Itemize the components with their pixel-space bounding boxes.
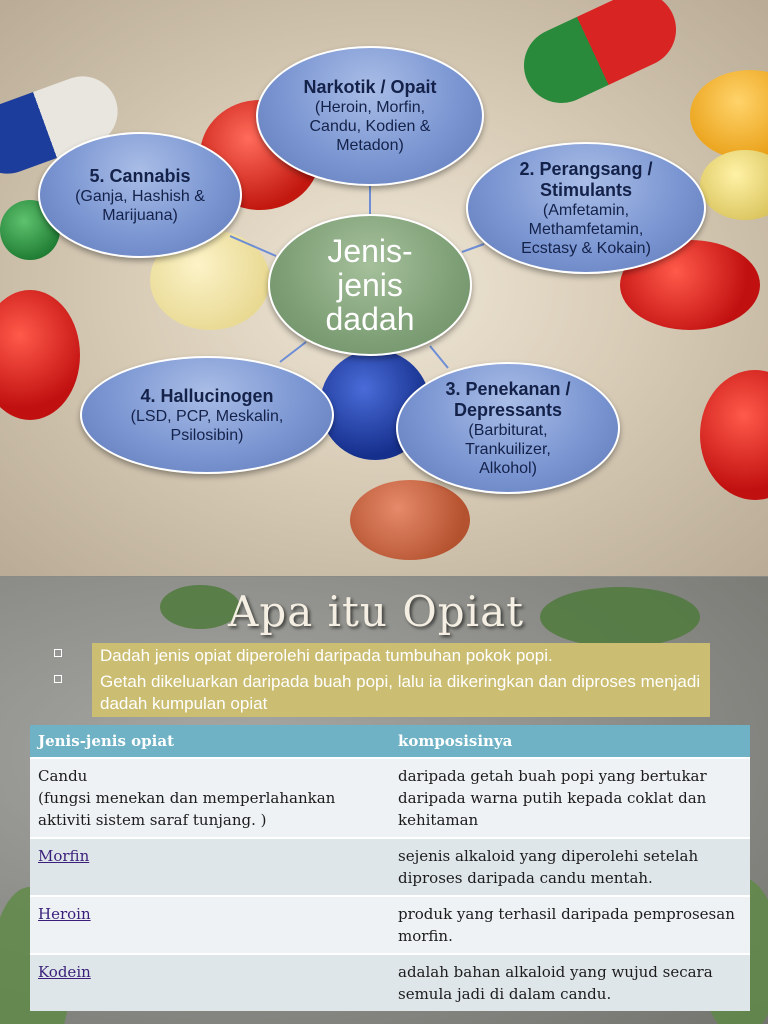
opiat-name: Candu <box>38 767 88 785</box>
category-title: 2. Perangsang / Stimulants <box>519 158 653 200</box>
cell-composition: daripada getah buah popi yang bertukar daripada warna putih kepada coklat dan kehitaman <box>390 758 750 838</box>
slide-opiat <box>0 577 768 1024</box>
category-detail: (LSD, PCP, Meskalin, Psilosibin) <box>130 407 284 444</box>
bubble-stimulants <box>466 142 706 274</box>
cell-type <box>30 954 390 1011</box>
category-title: 3. Penekanan / Depressants <box>445 378 571 420</box>
link-morfin[interactable]: Morfin <box>38 847 90 865</box>
table-row <box>30 758 750 838</box>
category-title: 4. Hallucinogen <box>140 385 274 406</box>
category-detail: (Ganja, Hashish & Marijuana) <box>75 187 205 224</box>
cell-composition: sejenis alkaloid yang diperolehi setelah diproses daripada candu mentah. <box>390 838 750 896</box>
header-type: Jenis-jenis opiat <box>30 725 390 758</box>
bullet-text: Getah dikeluarkan daripada buah popi, lalu ia dikeringkan dan diproses menjadi dadah kumpulan opiat <box>92 669 710 717</box>
category-title: 5. Cannabis <box>89 165 191 186</box>
category-title: Narkotik / Opait <box>303 77 437 97</box>
table-header-row <box>30 725 750 758</box>
cell-type <box>30 758 390 838</box>
category-detail: (Amfetamin, Methamfetamin, Ecstasy & Kokain) <box>521 201 651 257</box>
cell-composition: adalah bahan alkaloid yang wujud secara semula jadi di dalam candu. <box>390 954 750 1011</box>
bullet-list <box>50 643 710 717</box>
center-title <box>326 234 415 336</box>
bubble-cannabis <box>38 132 242 258</box>
cell-type <box>30 896 390 954</box>
link-kodein[interactable]: Kodein <box>38 963 91 981</box>
opiat-note: (fungsi menekan dan memperlahankan aktiviti sistem saraf tunjang. ) <box>38 789 336 829</box>
bullet-item <box>50 643 710 669</box>
bubble-hallucinogen <box>80 356 334 474</box>
center-line: jenis <box>337 267 403 303</box>
bullet-text: Dadah jenis opiat diperolehi daripada tumbuhan pokok popi. <box>92 643 710 669</box>
category-detail: (Barbiturat, Trankuilizer, Alkohol) <box>465 421 551 477</box>
slide-title: Apa itu Opiat <box>228 587 524 636</box>
center-line: Jenis- <box>327 233 413 269</box>
header-composition: komposisinya <box>390 725 750 758</box>
bullet-item <box>50 669 710 717</box>
table-row <box>30 954 750 1011</box>
table-row <box>30 896 750 954</box>
bubble-depressants <box>396 362 620 494</box>
bubble-narkotik <box>256 46 484 186</box>
opiat-table <box>30 725 750 1011</box>
link-heroin[interactable]: Heroin <box>38 905 91 923</box>
bullet-square-icon <box>54 675 62 683</box>
cell-composition: produk yang terhasil daripada pemprosesan morfin. <box>390 896 750 954</box>
table-row <box>30 838 750 896</box>
category-detail: (Heroin, Morfin, Candu, Kodien & Metadon) <box>309 99 431 154</box>
center-line: dadah <box>325 301 415 337</box>
center-bubble <box>268 214 472 356</box>
cell-type <box>30 838 390 896</box>
bullet-square-icon <box>54 649 62 657</box>
